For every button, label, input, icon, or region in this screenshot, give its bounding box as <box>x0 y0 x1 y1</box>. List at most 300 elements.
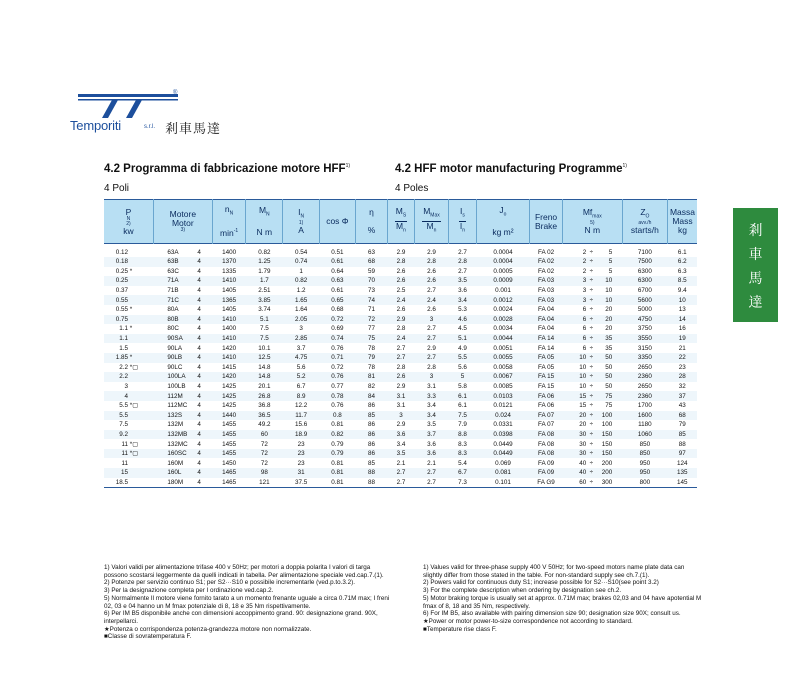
table-cell: 7.5 <box>246 324 283 334</box>
table-row <box>104 391 697 401</box>
table-cell: 1405 <box>212 305 246 315</box>
table-row <box>104 478 697 488</box>
table-cell: 8.8 <box>449 430 476 440</box>
table-cell: 0.12 <box>104 244 153 258</box>
motor-table <box>104 199 697 488</box>
title-english: 4.2 HFF motor manufacturing Programme$^{1)}$ <box>395 163 627 175</box>
table-cell: 0.0055 <box>476 353 530 363</box>
table-cell: 10 ÷ 50 <box>562 382 622 392</box>
table-cell: 2.7 <box>388 468 414 478</box>
table-cell: 7100 <box>622 244 667 258</box>
table-cell: 0.82 <box>283 276 320 286</box>
table-cell: 79 <box>355 353 388 363</box>
table-cell: 16 <box>667 324 697 334</box>
table-cell: 86 <box>355 439 388 449</box>
table-cell: 0.75 <box>104 315 153 325</box>
table-cell: 5.5 <box>104 411 153 421</box>
side-tab-char: 剎 <box>748 223 763 239</box>
table-cell: 6 ÷ 20 <box>562 315 622 325</box>
table-cell: FA 09 <box>530 458 563 468</box>
table-cell: 49.2 <box>246 420 283 430</box>
table-cell: 3 ÷ 10 <box>562 286 622 296</box>
table-cell: 1.1 * <box>104 324 153 334</box>
table-cell: 90LA 4 <box>153 343 212 353</box>
table-cell: 3.4 <box>414 411 449 421</box>
table-cell: 6.1 <box>667 244 697 258</box>
table-cell: 1455 <box>212 430 246 440</box>
table-cell: 0.81 <box>320 468 356 478</box>
table-cell: 0.69 <box>320 324 356 334</box>
table-cell: FA 15 <box>530 372 563 382</box>
table-cell: 1.25 <box>246 257 283 267</box>
table-cell: 1335 <box>212 267 246 277</box>
table-cell: 5.6 <box>283 363 320 373</box>
table-cell: FA 08 <box>530 449 563 459</box>
table-cell: 36.8 <box>246 401 283 411</box>
table-header <box>104 200 697 244</box>
table-row <box>104 305 697 315</box>
table-cell: 26.8 <box>246 391 283 401</box>
table-cell: 43 <box>667 401 697 411</box>
table-cell: 0.64 <box>320 267 356 277</box>
table-cell: 78 <box>355 343 388 353</box>
footnote: ■Classe di sovratemperatura F. <box>104 633 192 641</box>
table-cell: 10 ÷ 50 <box>562 353 622 363</box>
table-cell: FA 07 <box>530 420 563 430</box>
table-cell: 0.18 <box>104 257 153 267</box>
footnote: 5) Normalmente Il motore viene fornito tarato a un momento frenante uguale a circa 0.71M max; I freni 02, 03 e 04 hanno un M fmax potenziale di 8, 18 e 35 Nm rispettivamente. <box>104 594 390 610</box>
table-cell: 2.6 <box>388 276 414 286</box>
table-cell: 5 <box>449 372 476 382</box>
table-cell: 6300 <box>622 276 667 286</box>
table-cell: 132M 4 <box>153 420 212 430</box>
table-cell: 2.8 <box>388 257 414 267</box>
table-cell: 0.71 <box>320 353 356 363</box>
table-cell: 90LC 4 <box>153 363 212 373</box>
table-cell: 9.2 <box>104 430 153 440</box>
table-row <box>104 439 697 449</box>
side-tab-char: 車 <box>748 247 763 263</box>
table-cell: 0.37 <box>104 286 153 296</box>
table-cell: 2.5 <box>388 286 414 296</box>
table-cell: 0.55 <box>104 295 153 305</box>
table-cell: 6700 <box>622 286 667 296</box>
table-cell: FA 08 <box>530 430 563 440</box>
footnote: 3) For the complete description when ordering by designation see ch.2. <box>423 587 622 595</box>
table-cell: 86 <box>355 420 388 430</box>
table-cell: 5.4 <box>449 458 476 468</box>
table-cell: 2.9 <box>388 244 414 258</box>
table-row <box>104 286 697 296</box>
table-cell: 0.101 <box>476 478 530 488</box>
footnote: 6) Per IM B5 disponibile anche con dimensioni accoppimento grand. 90: designazione grand. 90X, interpellarci. <box>104 610 378 625</box>
table-cell: 800 <box>622 478 667 488</box>
table-cell: FA 04 <box>530 305 563 315</box>
table-cell: 23 <box>283 458 320 468</box>
table-cell: 86 <box>355 401 388 411</box>
table-cell: 1.65 <box>283 295 320 305</box>
table-cell: 3.1 <box>388 401 414 411</box>
table-cell: 2.6 <box>388 267 414 277</box>
table-cell: 132MB 4 <box>153 430 212 440</box>
table-cell: 2.6 <box>414 267 449 277</box>
table-cell: 32 <box>667 382 697 392</box>
table-row <box>104 324 697 334</box>
table-row <box>104 401 697 411</box>
table-cell: 2 ÷ 5 <box>562 267 622 277</box>
table-cell: 14 <box>667 315 697 325</box>
table-cell: 72 <box>246 449 283 459</box>
table-cell: 71C 4 <box>153 295 212 305</box>
table-cell: 5.5 <box>449 353 476 363</box>
table-cell: 0.0331 <box>476 420 530 430</box>
table-cell: 23 <box>283 449 320 459</box>
table-row <box>104 458 697 468</box>
table-cell: 6.1 <box>449 391 476 401</box>
table-cell: 2 ÷ 5 <box>562 257 622 267</box>
table-cell: 8.9 <box>283 391 320 401</box>
table-cell: 2.9 <box>414 244 449 258</box>
side-tab-char: 達 <box>748 295 763 311</box>
table-cell: 1.2 <box>283 286 320 296</box>
table-cell: 2.2 *▢ <box>104 363 153 373</box>
table-cell: 0.68 <box>320 305 356 315</box>
table-cell: FA 03 <box>530 295 563 305</box>
registered-mark: ® <box>173 90 178 96</box>
table-cell: 1410 <box>212 315 246 325</box>
table-cell: 90LB 4 <box>153 353 212 363</box>
table-row <box>104 295 697 305</box>
table-row <box>104 257 697 267</box>
table-cell: 0.0012 <box>476 295 530 305</box>
table-cell: 97 <box>667 449 697 459</box>
table-cell: 7.5 <box>246 334 283 344</box>
table-cell: 1465 <box>212 468 246 478</box>
table-cell: 160SC 4 <box>153 449 212 459</box>
table-row <box>104 363 697 373</box>
table-cell: 121 <box>246 478 283 488</box>
table-cell: FA 14 <box>530 334 563 344</box>
table-cell: 5.1 <box>246 315 283 325</box>
table-cell: 2.1 <box>414 458 449 468</box>
table-cell: 1700 <box>622 401 667 411</box>
table-cell: 0.0085 <box>476 382 530 392</box>
table-cell: 7.3 <box>449 478 476 488</box>
table-cell: 2.7 <box>388 343 414 353</box>
table-cell: 0.81 <box>320 478 356 488</box>
table-cell: 950 <box>622 458 667 468</box>
table-cell: 3550 <box>622 334 667 344</box>
table-cell: 22 <box>667 353 697 363</box>
table-cell: 0.82 <box>320 430 356 440</box>
table-cell: FA 14 <box>530 343 563 353</box>
table-cell: 5.5 *▢ <box>104 401 153 411</box>
table-cell: 850 <box>622 449 667 459</box>
table-cell: 1400 <box>212 324 246 334</box>
table-cell: 0.0044 <box>476 334 530 344</box>
table-cell: 6.1 <box>449 401 476 411</box>
title-italian: 4.2 Programma di fabbricazione motore HFF$^{1)}$ <box>104 163 351 175</box>
table-cell: 10 ÷ 50 <box>562 372 622 382</box>
table-cell: FA 04 <box>530 315 563 325</box>
table-cell: 0.069 <box>476 458 530 468</box>
table-cell: 100LA 4 <box>153 372 212 382</box>
table-cell: 3.7 <box>283 343 320 353</box>
table-cell: FA 02 <box>530 244 563 258</box>
footnote: 1) Valori validi per alimentazione trifase 400 v 50Hz; per motori a doppia polarita I valori di targa possono scostarsi leggermente da quelli indicati in tabella. Per alimentazione speciale ved.cap.7.(1). <box>104 564 384 579</box>
table-cell: 71 <box>355 305 388 315</box>
table-cell: 0.65 <box>320 295 356 305</box>
table-cell: 4 <box>104 391 153 401</box>
table-cell: 30 ÷ 150 <box>562 449 622 459</box>
table-cell: 3 <box>388 411 414 421</box>
table-cell: 0.55 * <box>104 305 153 315</box>
table-cell: 3 <box>283 324 320 334</box>
table-cell: FA 06 <box>530 391 563 401</box>
table-cell: 8.3 <box>449 439 476 449</box>
table-cell: 0.0067 <box>476 372 530 382</box>
table-cell: 132MC 4 <box>153 439 212 449</box>
table-cell: 1440 <box>212 411 246 421</box>
footnote: 2) Potenze per servizio continuo S1; per S2···S10 e possibile incrementarle (ved.p.to.3.2). <box>104 579 355 587</box>
table-cell: 82 <box>355 382 388 392</box>
table-cell: 11 *▢ <box>104 449 153 459</box>
table-cell: 15 ÷ 75 <box>562 391 622 401</box>
table-cell: 6 ÷ 35 <box>562 334 622 344</box>
table-cell: 81 <box>355 372 388 382</box>
table-cell: 2.8 <box>388 363 414 373</box>
table-cell: 7.5 <box>104 420 153 430</box>
header-freno: Freno Brake <box>530 200 563 244</box>
table-cell: 2.9 <box>414 343 449 353</box>
header-massa: Massa Mass kg <box>667 200 697 244</box>
table-cell: 0.0051 <box>476 343 530 353</box>
table-cell: 3.6 <box>388 430 414 440</box>
table-cell: 2.6 <box>414 305 449 315</box>
table-cell: 1365 <box>212 295 246 305</box>
table-cell: 2.8 <box>414 257 449 267</box>
table-cell: 72 <box>246 458 283 468</box>
table-cell: FA G9 <box>530 478 563 488</box>
table-cell: 1.1 <box>104 334 153 344</box>
table-cell: 3.7 <box>414 430 449 440</box>
table-cell: 36.5 <box>246 411 283 421</box>
table-cell: 2.6 <box>388 305 414 315</box>
table-cell: 80A 4 <box>153 305 212 315</box>
table-cell: 13 <box>667 305 697 315</box>
table-cell: FA 03 <box>530 286 563 296</box>
table-cell: 0.25 * <box>104 267 153 277</box>
table-cell: 3 ÷ 10 <box>562 276 622 286</box>
table-cell: 73 <box>355 286 388 296</box>
table-cell: 3.4 <box>449 295 476 305</box>
table-cell: 5600 <box>622 295 667 305</box>
table-row <box>104 411 697 421</box>
table-cell: 3 <box>414 372 449 382</box>
table-cell: 0.081 <box>476 468 530 478</box>
table-cell: 2.7 <box>414 353 449 363</box>
table-cell: 78 <box>355 363 388 373</box>
table-cell: 1.79 <box>246 267 283 277</box>
table-cell: 3.1 <box>414 382 449 392</box>
table-cell: 0.0449 <box>476 449 530 459</box>
table-cell: 59 <box>355 267 388 277</box>
table-cell: 180M 4 <box>153 478 212 488</box>
table-cell: 0.63 <box>320 276 356 286</box>
table-cell: 3 <box>414 315 449 325</box>
table-cell: 1465 <box>212 478 246 488</box>
table-cell: FA 07 <box>530 411 563 421</box>
header-nn: $n_N$ $\min^{-1}$ <box>212 200 246 244</box>
footnote: ■Temperature rise class F. <box>423 625 497 633</box>
table-cell: 75 <box>355 334 388 344</box>
table-cell: 0.0028 <box>476 315 530 325</box>
footnote: 3) Per la designazione completa per I ordinazione ved.cap.2. <box>104 587 274 595</box>
table-cell: 6.3 <box>667 267 697 277</box>
table-cell: 160L 4 <box>153 468 212 478</box>
header-jo: $J_o$ kg m² <box>476 200 530 244</box>
table-cell: 135 <box>667 468 697 478</box>
header-is: $\frac{I_s}{I_n}$ <box>449 200 476 244</box>
table-cell: 2.4 <box>414 295 449 305</box>
table-cell: 8.5 <box>667 276 697 286</box>
table-cell: 14.8 <box>246 372 283 382</box>
table-cell: 1455 <box>212 420 246 430</box>
footnote: ★Potenza o corrispondenza potenza-grandezza motore non normalizzate. <box>104 625 312 633</box>
table-cell: 2.7 <box>414 286 449 296</box>
table-cell: 1600 <box>622 411 667 421</box>
table-cell: 8.3 <box>449 449 476 459</box>
table-cell: 63 <box>355 244 388 258</box>
table-cell: 28 <box>667 372 697 382</box>
table-cell: 2.9 <box>388 420 414 430</box>
table-cell: 71B 4 <box>153 286 212 296</box>
table-cell: 2.7 <box>388 478 414 488</box>
table-cell: 70 <box>355 276 388 286</box>
table-cell: 2.7 <box>414 468 449 478</box>
table-cell: 30 ÷ 150 <box>562 430 622 440</box>
table-cell: 1450 <box>212 458 246 468</box>
footnotes-italian <box>104 564 394 641</box>
table-cell: 3.4 <box>388 439 414 449</box>
table-cell: 1410 <box>212 334 246 344</box>
table-cell: 0.0024 <box>476 305 530 315</box>
table-cell: 1425 <box>212 382 246 392</box>
table-cell: 2.9 <box>388 382 414 392</box>
table-row <box>104 449 697 459</box>
table-cell: 3 ÷ 10 <box>562 295 622 305</box>
header-zo: $Z_O$ avv./h starts/h <box>622 200 667 244</box>
table-cell: 1.7 <box>246 276 283 286</box>
table-cell: 88 <box>355 478 388 488</box>
table-cell: 3.5 <box>449 276 476 286</box>
header-mmax: $\frac{M_{Max}}{M_n}$ <box>414 200 449 244</box>
table-cell: 18.9 <box>283 430 320 440</box>
table-cell: 0.0058 <box>476 363 530 373</box>
table-cell: 85 <box>667 430 697 440</box>
footnotes-english <box>423 564 703 633</box>
table-cell: 2.7 <box>388 353 414 363</box>
table-cell: 85 <box>355 458 388 468</box>
footnote: 1) Values valid for three-phase supply 400 V 50Hz; for two-speed motors name plate data can slightly differ from those stated in the table. For non-standard supply see ch.7.(1). <box>423 564 685 579</box>
table-cell: 85 <box>355 411 388 421</box>
table-cell: 23 <box>667 363 697 373</box>
table-row <box>104 244 697 258</box>
table-cell: 80B 4 <box>153 315 212 325</box>
table-cell: 2.51 <box>246 286 283 296</box>
table-cell: 15 <box>104 468 153 478</box>
table-cell: 3.6 <box>414 439 449 449</box>
subtitle-italian: 4 Poli <box>104 183 130 194</box>
table-cell: 63B 4 <box>153 257 212 267</box>
table-cell: 71A 4 <box>153 276 212 286</box>
table-cell: 20 ÷ 100 <box>562 411 622 421</box>
table-cell: 7.9 <box>449 420 476 430</box>
table-row <box>104 372 697 382</box>
table-cell: 40 ÷ 200 <box>562 458 622 468</box>
table-cell: 14.8 <box>246 363 283 373</box>
table-cell: 5.8 <box>449 382 476 392</box>
table-row <box>104 315 697 325</box>
table-cell: 10 <box>667 295 697 305</box>
table-cell: 1180 <box>622 420 667 430</box>
table-cell: 112MC 4 <box>153 401 212 411</box>
footnote: 5) Motor braking torque is usually set at approx. 0.71M max; brakes 02,03 and 04 have apotential M fmax of 8, 18 and 35 Nm, respectively. <box>423 594 702 610</box>
side-tab[interactable] <box>733 208 778 322</box>
logo-brand: Temporiti <box>70 118 121 133</box>
table-cell: 0.0449 <box>476 439 530 449</box>
table-cell: 0.76 <box>320 372 356 382</box>
table-cell: 11 <box>104 458 153 468</box>
table-cell: 0.79 <box>320 439 356 449</box>
table-cell: 72 <box>355 315 388 325</box>
table-cell: 37 <box>667 391 697 401</box>
table-cell: 0.81 <box>320 420 356 430</box>
table-cell: 4750 <box>622 315 667 325</box>
table-cell: 3.85 <box>246 295 283 305</box>
table-cell: 7.5 <box>449 411 476 421</box>
table-cell: 0.76 <box>320 343 356 353</box>
table-cell: 0.81 <box>320 458 356 468</box>
table-cell: 0.0398 <box>476 430 530 440</box>
table-row <box>104 468 697 478</box>
table-cell: 3 <box>104 382 153 392</box>
table-cell: 80C 4 <box>153 324 212 334</box>
table-cell: 1455 <box>212 439 246 449</box>
table-row <box>104 267 697 277</box>
table-cell: 112M 4 <box>153 391 212 401</box>
table-cell: 79 <box>667 420 697 430</box>
table-cell: 1425 <box>212 401 246 411</box>
table-cell: 2.7 <box>449 244 476 258</box>
table-cell: 0.76 <box>320 401 356 411</box>
table-cell: 72 <box>246 439 283 449</box>
header-pn: P N 2) kw <box>104 200 153 244</box>
table-cell: 84 <box>355 391 388 401</box>
table-cell: 0.0121 <box>476 401 530 411</box>
header-mn: $M_N$ N m <box>246 200 283 244</box>
table-cell: 2360 <box>622 372 667 382</box>
table-cell: FA 08 <box>530 439 563 449</box>
table-cell: 10.1 <box>246 343 283 353</box>
table-cell: 0.79 <box>320 449 356 459</box>
table-cell: 0.51 <box>320 244 356 258</box>
footnote: 6) For IM B5, also available with pairing dimension size 90; designation size 90X; consult us. <box>423 610 681 618</box>
table-cell: FA 04 <box>530 324 563 334</box>
table-cell: FA 15 <box>530 382 563 392</box>
table-cell: 63C 4 <box>153 267 212 277</box>
table-cell: 4.6 <box>449 315 476 325</box>
